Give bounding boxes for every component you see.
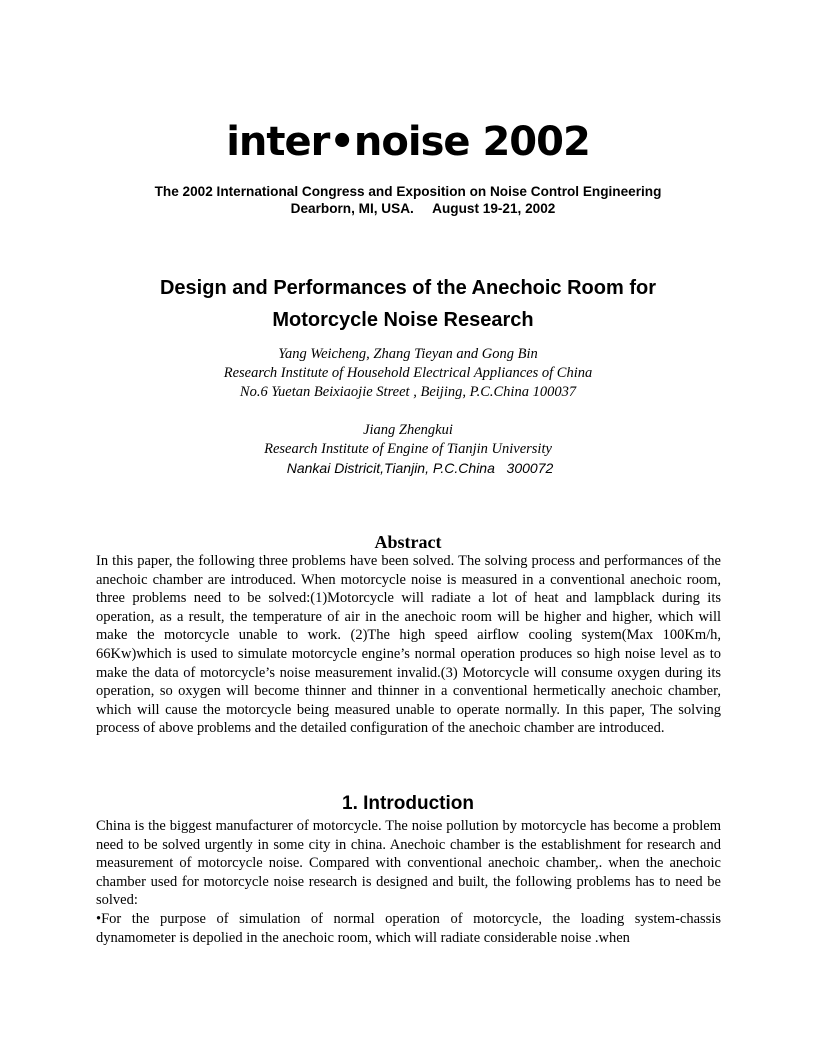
conference-info (0, 183, 816, 217)
introduction-paragraph: China is the biggest manufacturer of motorcycle. The noise pollution by motorcycle has become a problem need to be solved urgently in some city in china. Anechoic chamber is the establishment for research and measurement of motorcycle noise. Compared with conventional anechoic chamber,. when the anechoic chamber used for motorcycle noise research is designed and built, the following problems has to need be solved: (96, 818, 721, 909)
address-1: No.6 Yuetan Beixiaojie Street , Beijing, P.C.China 100037 (239, 384, 577, 400)
title-line-1: Design and Performances of the Anechoic Room for (159, 277, 656, 299)
address-2: Nankai Districit,Tianjin, P.C.China 300072 (286, 460, 554, 476)
abstract-text: In this paper, the following three problems have been solved. The solving process and performances of the anechoic chamber are introduced. When motorcycle noise is measured in a conventional anechoic room, three problems need to be solved:(1)Motorcycle will radiate a lot of heat and lampblack during its operation, as a result, the temperature of air in the anechoic room will be higher and higher, which will make the motorcycle unable to work. (2)The high speed airflow cooling system(Max 100Km/h, 66Kw)which is used to simulate motorcycle engine’s normal operation produces so high noise level as to make the data of motorcycle’s noise measurement invalid.(3) Motorcycle will consume oxygen during its operation, so oxygen will become thinner and thinner in a conventional hermetically anechoic chamber, which will cause the motorcycle being measured unable to operate normally. In this paper, The solving process of above problems and the detailed configuration of the anechoic chamber are introduced. (96, 553, 721, 737)
conference-logo: inter•noise 2002 (226, 119, 590, 165)
conference-location-date: Dearborn, MI, USA. August 19-21, 2002 (290, 201, 556, 216)
introduction-heading: 1. Introduction (342, 793, 474, 814)
author-block (100, 345, 716, 478)
paper-title (100, 272, 716, 336)
authors-group-1: Yang Weicheng, Zhang Tieyan and Gong Bin (278, 346, 538, 362)
title-line-2: Motorcycle Noise Research (272, 309, 534, 331)
abstract-heading: Abstract (374, 532, 442, 552)
affiliation-1: Research Institute of Household Electrical Appliances of China (223, 365, 593, 381)
authors-group-2: Jiang Zhengkui (363, 422, 453, 438)
conference-name: The 2002 International Congress and Exposition on Noise Control Engineering (154, 184, 662, 199)
introduction-bullet: •For the purpose of simulation of normal operation of motorcycle, the loading system-chassis dynamometer is depolied in the anechoic room, which will radiate considerable noise .when (96, 911, 721, 946)
affiliation-2: Research Institute of Engine of Tianjin University (264, 441, 552, 457)
